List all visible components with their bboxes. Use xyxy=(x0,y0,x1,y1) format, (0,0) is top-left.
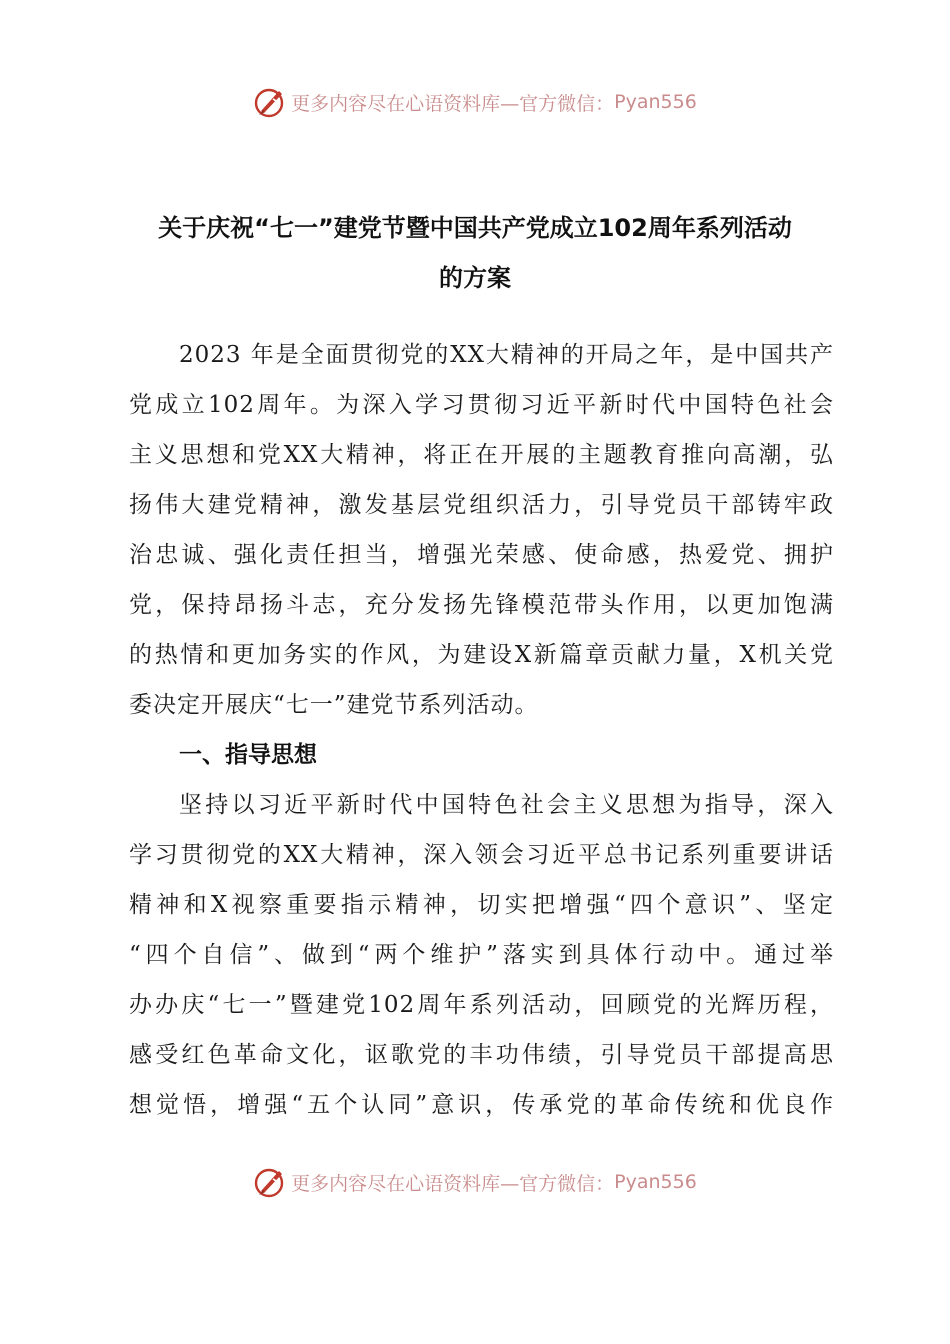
intro-line: 的热情和更加务实的作风，为建设X新篇章贡献力量，X机关党 xyxy=(129,642,834,668)
section1-line: 精神和X视察重要指示精神，切实把增强“四个意识”、坚定 xyxy=(129,892,834,918)
section1-line: 办办庆“七一”暨建党102周年系列活动，回顾党的光辉历程， xyxy=(129,992,834,1018)
watermark-promo-text: 更多内容尽在心语资料库—官方微信： xyxy=(291,1172,615,1195)
intro-line: 扬伟大建党精神，激发基层党组织活力，引导党员干部铸牢政 xyxy=(129,492,834,518)
section1-line: 想觉悟，增强“五个认同”意识，传承党的革命传统和优良作 xyxy=(129,1092,834,1118)
pen-quill-icon xyxy=(253,85,287,119)
watermark-wechat-id: Pyan556 xyxy=(614,1171,697,1193)
section1-line: 感受红色革命文化，讴歌党的丰功伟绩，引导党员干部提高思 xyxy=(129,1042,834,1068)
section1-line: “四个自信”、做到“两个维护”落实到具体行动中。通过举 xyxy=(129,942,834,968)
intro-line: 治忠诚、强化责任担当，增强光荣感、使命感，热爱党、拥护 xyxy=(129,542,834,568)
section-heading-guiding-ideology: 一、指导思想 xyxy=(179,742,317,768)
intro-line: 党，保持昂扬斗志，充分发扬先锋模范带头作用，以更加饱满 xyxy=(129,592,834,618)
document-title-line-1: 关于庆祝“七一”建党节暨中国共产党成立102周年系列活动 xyxy=(158,214,792,242)
section1-line: 学习贯彻党的XX大精神，深入领会习近平总书记系列重要讲话 xyxy=(129,842,834,868)
document-body xyxy=(129,330,834,1130)
pen-quill-icon xyxy=(253,1165,287,1199)
section1-line: 坚持以习近平新时代中国特色社会主义思想为指导，深入 xyxy=(179,792,834,818)
watermark-banner-top xyxy=(0,82,950,122)
watermark-wechat-id: Pyan556 xyxy=(614,91,697,113)
watermark-promo-text: 更多内容尽在心语资料库—官方微信： xyxy=(291,92,615,115)
intro-line: 2023 年是全面贯彻党的XX大精神的开局之年，是中国共产 xyxy=(179,342,834,368)
document-title-line-2: 的方案 xyxy=(439,264,511,292)
intro-line: 主义思想和党XX大精神，将正在开展的主题教育推向高潮，弘 xyxy=(129,442,834,468)
watermark-banner-bottom xyxy=(0,1162,950,1202)
intro-line: 党成立102周年。为深入学习贯彻习近平新时代中国特色社会 xyxy=(129,392,834,418)
intro-line: 委决定开展庆“七一”建党节系列活动。 xyxy=(129,692,539,718)
